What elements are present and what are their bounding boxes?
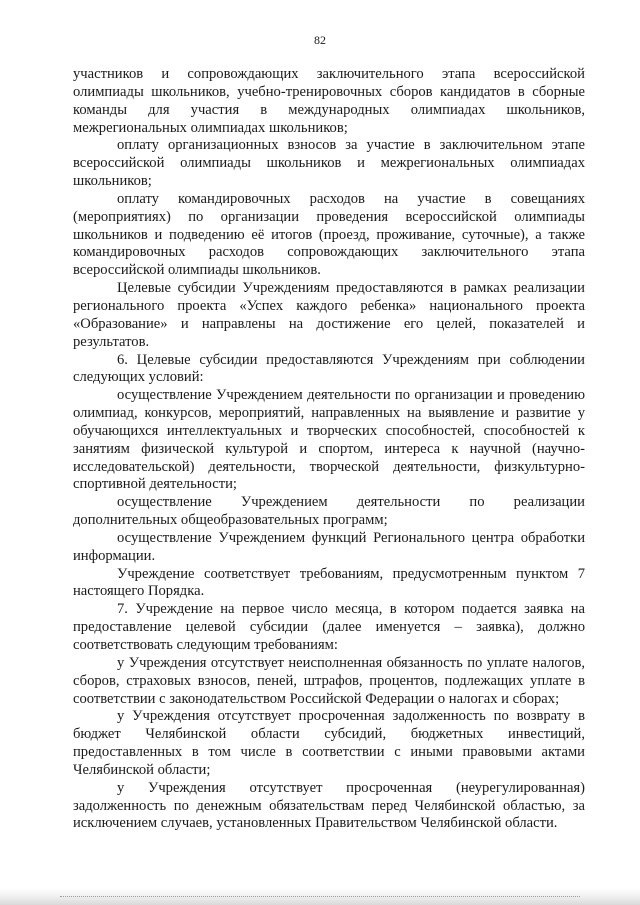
paragraph-regional-project: Целевые субсидии Учреждениям предоставляются в рамках реализации регионального проекта «Успех каждого ребенка» национального проекта «Образование» и направлены на достижение его целей, показателей и результатов. xyxy=(73,280,585,350)
paragraph-travel-expenses: оплату командировочных расходов на участие в совещаниях (мероприятиях) по организации проведения всероссийской олимпиады школьников и подведению её итогов (проезд, проживание, суточные), а также командировочных расходов сопровождающих заключительного этапа всероссийской олимпиады школьников. xyxy=(73,190,585,279)
paragraph-section-7-heading: 7. Учреждение на первое число месяца, в котором подается заявка на предоставление целевой субсидии (далее именуется – заявка), должно соответствовать следующим требованиям: xyxy=(73,601,585,653)
paragraph-requirement-taxes: у Учреждения отсутствует неисполненная обязанность по уплате налогов, сборов, страховых взносов, пеней, штрафов, процентов, подлежащих уплате в соответствии с законодательством Российской Федерации о налогах и сборах; xyxy=(73,654,585,707)
paragraph-requirement-obligations: у Учреждения отсутствует просроченная (неурегулированная) задолженность по денежным обязательствам перед Челябинской областью, за исключением случаев, установленных Правительством Челябинской области. xyxy=(73,779,585,832)
scan-bottom-line xyxy=(60,896,580,898)
paragraph-section-6-heading: 6. Целевые субсидии предоставляются Учреждениям при соблюдении следующих условий: xyxy=(73,351,585,386)
document-body xyxy=(73,66,585,833)
page-number: 82 xyxy=(314,33,326,47)
paragraph-requirements-reference: Учреждение соответствует требованиям, предусмотренным пунктом 7 настоящего Порядка. xyxy=(73,565,585,600)
paragraph-condition-rcoi: осуществление Учреждением функций Регионального центра обработки информации. xyxy=(73,529,585,564)
paragraph-organizational-fees: оплату организационных взносов за участие в заключительном этапе всероссийской олимпиады школьников и межрегиональных олимпиадах школьников; xyxy=(73,137,585,190)
paragraph-condition-olympiads: осуществление Учреждением деятельности по организации и проведению олимпиад, конкурсов, мероприятий, направленных на выявление и развитие у обучающихся интеллектуальных и творческих способностей, способностей к занятиям физической культурой и спортом, интереса к научной (научно-исследовательской) деятельности, творческой деятельности, физкультурно-спортивной деятельности; xyxy=(73,387,585,493)
paragraph-requirement-budget-debt: у Учреждения отсутствует просроченная задолженность по возврату в бюджет Челябинской области субсидий, бюджетных инвестиций, предоставленных в том числе в соответствии с иными правовыми актами Челябинской области; xyxy=(73,708,585,778)
paragraph-condition-programs: осуществление Учреждением деятельности по реализации дополнительных общеобразовательных программ; xyxy=(73,494,585,529)
paragraph-participants-continuation: участников и сопровождающих заключительного этапа всероссийской олимпиады школьников, учебно-тренировочных сборов кандидатов в сборные команды для участия в международных олимпиадах школьников, межрегиональных олимпиадах школьников; xyxy=(73,66,585,136)
